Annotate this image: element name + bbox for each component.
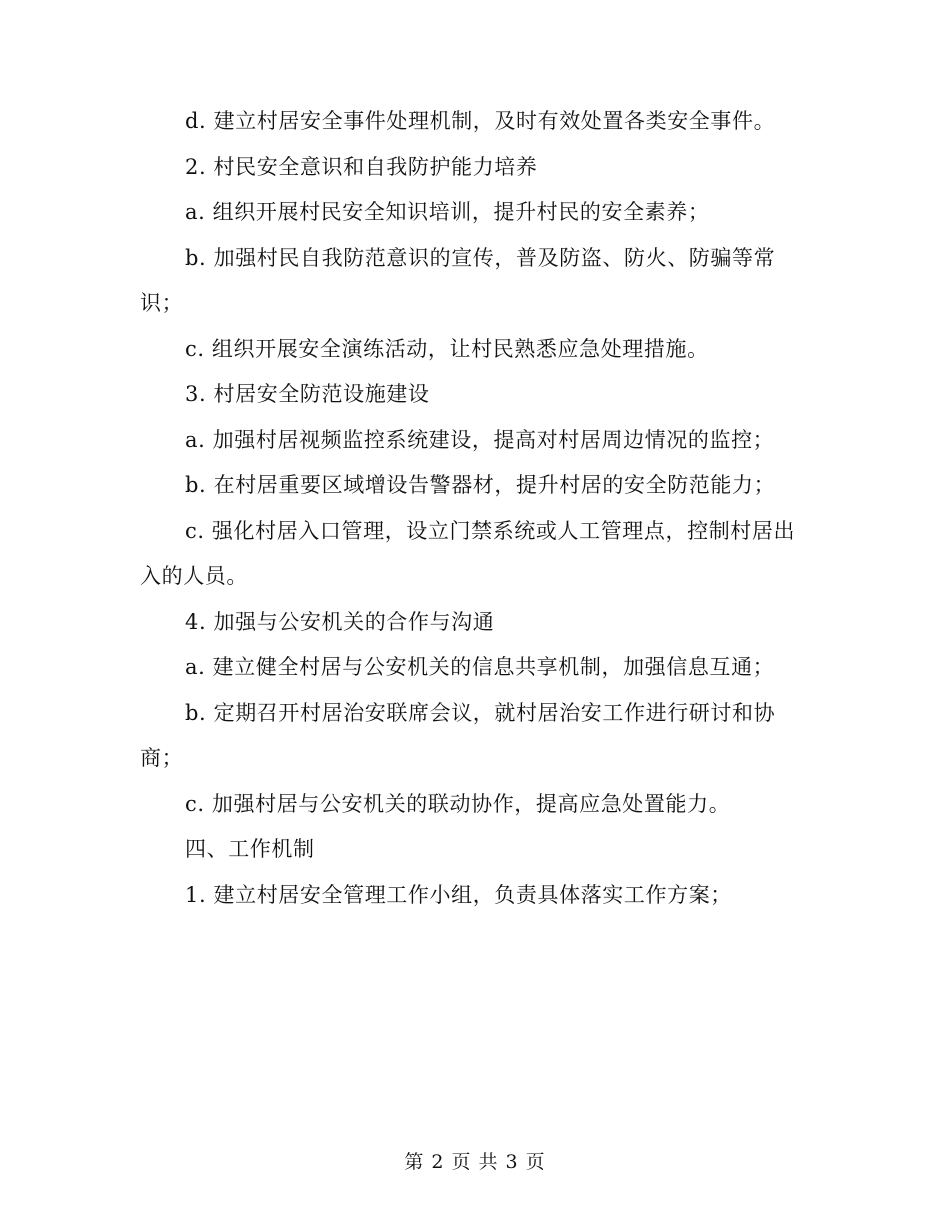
paragraph-c-linkage: c. 加强村居与公安机关的联动协作，提高应急处置能力。: [185, 791, 731, 816]
heading-villager-awareness: 2. 村民安全意识和自我防护能力培养: [185, 154, 538, 179]
paragraph-b-joint-meetings: b. 定期召开村居治安联席会议，就村居治安工作进行研讨和协商；: [140, 700, 776, 770]
paragraph-b-awareness-promotion: b. 加强村民自我防范意识的宣传，普及防盗、防火、防骗等常识；: [140, 245, 776, 315]
section-heading-work-mechanism: 四、工作机制: [185, 837, 315, 861]
heading-facilities: 3. 村居安全防范设施建设: [185, 382, 430, 406]
paragraph-a-video-monitoring: a. 加强村居视频监控系统建设，提高对村居周边情况的监控；: [185, 427, 775, 452]
paragraph-d-incident-mechanism: d. 建立村居安全事件处理机制，及时有效处置各类安全事件。: [185, 109, 776, 133]
paragraph-1-work-group: 1. 建立村居安全管理工作小组，负责具体落实工作方案；: [185, 882, 732, 907]
document-body: [140, 99, 810, 918]
page-number-footer: 第 2 页 共 3 页: [404, 1151, 546, 1173]
paragraph-b-alarm-equipment: b. 在村居重要区域增设告警器材，提升村居的安全防范能力；: [185, 473, 776, 497]
heading-police-cooperation: 4. 加强与公安机关的合作与沟通: [185, 609, 495, 634]
paragraph-a-training: a. 组织开展村民安全知识培训，提升村民的安全素养；: [185, 200, 710, 224]
paragraph-a-info-sharing: a. 建立健全村居与公安机关的信息共享机制，加强信息互通；: [185, 655, 775, 679]
paragraph-c-drills: c. 组织开展安全演练活动，让村民熟悉应急处理措施。: [185, 336, 709, 361]
paragraph-c-entrance-control: c. 强化村居入口管理，设立门禁系统或人工管理点，控制村居出入的人员。: [140, 518, 796, 588]
